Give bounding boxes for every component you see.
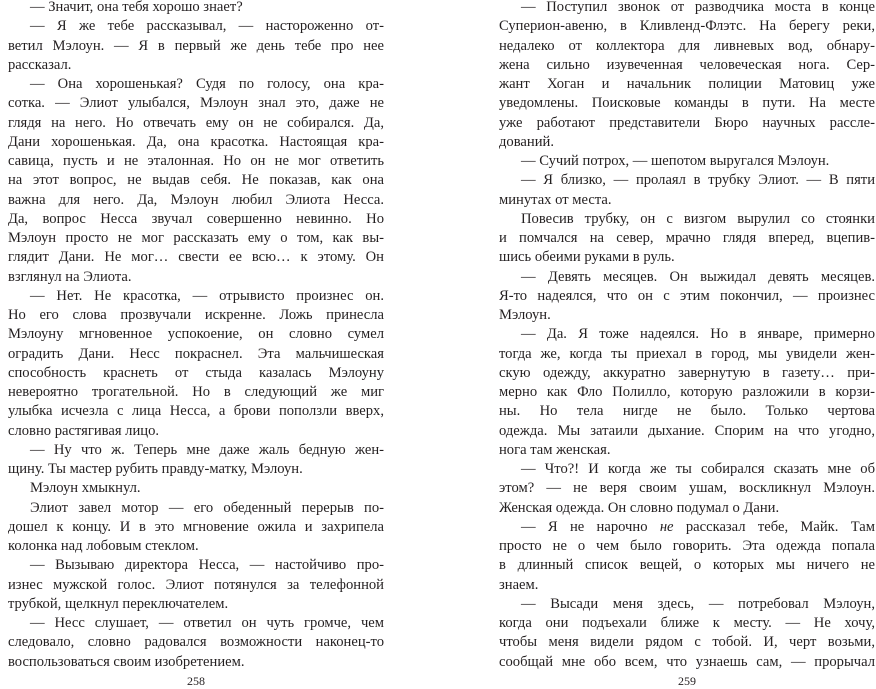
text-line: Мэлоуну мгновенное успокоение, он словно сумел — [8, 326, 384, 343]
text-line: недалеко от коллектора для ливневых вод, обнару- — [499, 37, 875, 54]
text-line: просто не о чем было говорить. Эта одежда попала — [499, 538, 875, 554]
text-line: важна для него. Да, Мэлоун любил Элиота Несса. — [8, 191, 384, 208]
text-line: скую одежду, аккуратно завернутую в газету… при- — [499, 364, 875, 381]
text-line: когда они подъехали ближе к месту. — Не хочу, — [499, 615, 875, 631]
text-line: — Она хорошенькая? Судя по голосу, она кра- — [30, 76, 384, 92]
text-line: Дани хорошенькая. Да, она красотка. Настоящая кра- — [8, 133, 384, 150]
text-line: знаем. — [499, 576, 539, 593]
text-line: — Я близко, — пролаял в трубку Элиот. — В пяти — [521, 172, 875, 189]
text-line: сотка. — Элиот улыбался, Мэлоун знал это, даже не — [8, 95, 384, 112]
text-line: тогда же, когда ты приехал в город, мы увидели жен- — [499, 345, 875, 362]
text-line: Элиот завел мотор — его обеденный перерыв по- — [30, 499, 384, 516]
text-line: одежда. Мы затаили дыхание. Спорим на что угодно, — [499, 422, 875, 439]
text-line: мерно как Фло Полилло, которую разложили в корзи- — [499, 384, 875, 400]
right-page-number: 259 — [678, 674, 696, 688]
text-line: — Я же тебе рассказывал, — настороженно от- — [30, 18, 384, 35]
text-line: — Да. Я тоже надеялся. Но в январе, примерно — [521, 326, 875, 343]
text-line: Женская одежда. Он словно подумал о Дани. — [499, 499, 780, 516]
left-page-text — [8, 0, 384, 672]
text-line: оградить Дани. Несс покраснел. Эта мальчишеская — [8, 345, 384, 362]
text-line: — Значит, она тебя хорошо знает? — [30, 0, 243, 15]
text-line: ны. Но тела нигде не было. Только чертова — [499, 403, 875, 420]
text-line: Суперион-авеню, в Кливленд-Флэтс. На берегу реки, — [499, 18, 875, 35]
text-line: — Что?! И когда же ты собирался сказать мне об — [521, 461, 875, 477]
text-line: словно растягивая лицо. — [8, 422, 160, 439]
text-line: Мэлоун. — [499, 307, 551, 323]
text-line: ветил Мэлоун. — Я в первый же день тебе про нее — [8, 37, 384, 54]
text-line: — Нет. Не красотка, — отрывисто произнес он. — [30, 287, 384, 304]
text-line: в длинный список вещей, о которых мы ничего не — [499, 557, 875, 574]
text-line: дований. — [499, 133, 554, 150]
text-line: щину. Ты мастер рубить правду-матку, Мэлоун. — [8, 461, 303, 477]
text-line: способность краснеть от стыда казалась Мэлоуну — [8, 364, 384, 381]
text-line: Но его слова прозвучали искренне. Ложь принесла — [8, 307, 384, 323]
text-line: Повесив трубку, он с визгом вырулил со стоянки — [521, 210, 875, 227]
text-line: нога там женская. — [499, 441, 611, 458]
right-page-text — [499, 0, 875, 672]
text-line: — Вызываю директора Несса, — настойчиво про- — [30, 557, 384, 574]
text-line: и помчался на север, мрачно глядя вперед, вцепив- — [499, 230, 875, 246]
text-line: воспользоваться своим изобретением. — [8, 653, 245, 670]
text-line: трубкой, щелкнул переключателем. — [8, 595, 229, 612]
text-line: этом? — не веря своим ушам, воскликнул Мэлоун. — [499, 480, 875, 497]
text-line: савица, пусть и не эталонная. Но он не мог ответить — [8, 153, 384, 169]
text-line: чтобы меня видели рядом с тобой. И, черт возьми, — [499, 634, 875, 651]
text-line: невероятно трогательной. Но в следующий же миг — [8, 384, 384, 400]
text-line: улыбка исчезла с лица Несса, а брови поползли вверх, — [8, 403, 384, 420]
text-line: следовало, словно радовался возможности наконец-то — [8, 634, 384, 651]
text-line: Да, вопрос Несса звучал совершенно невинно. Но — [8, 210, 384, 227]
text-line: Мэлоун хмыкнул. — [30, 480, 141, 497]
text-line: — Поступил звонок от разводчика моста в конце — [521, 0, 875, 15]
text-line: дошел к концу. И в это мгновение ожила и захрипела — [8, 518, 384, 535]
text-line: глядя на него. Но отвечать ему он не собирался. Да, — [8, 114, 384, 131]
text-line: колонка над лобовым стеклом. — [8, 538, 199, 554]
text-line: рассказал. — [8, 56, 72, 73]
text-line: — Девять месяцев. Он выжидал девять месяцев. — [521, 268, 875, 285]
text-line: — Сучий потрох, — шепотом выругался Мэлоун. — [521, 153, 830, 169]
text-line: на этот вопрос, не выдав себя. Не показав, как она — [8, 172, 384, 189]
text-line: — Ну что ж. Теперь мне даже жаль бедную жен- — [30, 441, 384, 458]
left-page-number: 258 — [187, 674, 205, 688]
text-line: жант Хоган и начальник полиции Матовиц уже — [499, 76, 875, 92]
text-line: изнес мужской голос. Элиот потянулся за телефонной — [8, 576, 384, 593]
text-line: шись обеими руками в руль. — [499, 249, 675, 266]
text-line: жена сильно изувеченная человеческая нога. Сер- — [499, 56, 875, 73]
text-line: уведомлены. Поисковые команды в пути. На месте — [499, 95, 875, 112]
text-line: уже работают представители Бюро научных рассле- — [499, 114, 875, 131]
text-line: минутах от места. — [499, 191, 612, 208]
text-line: Мэлоун просто не мог рассказать ему о том, как вы- — [8, 230, 384, 246]
text-line: сообщай мне обо всем, что узнаешь сам, — прорычал — [499, 653, 875, 670]
text-line: Я-то надеялся, что он с этим покончил, — произнес — [499, 287, 875, 304]
text-line: — Я не нарочно не рассказал тебе, Майк. Там — [521, 518, 875, 535]
emphasis: не — [659, 518, 674, 535]
text-line: — Высади меня здесь, — потребовал Мэлоун, — [521, 595, 875, 612]
text-line: глядит Дани. Не мог… свести ее всю… к этому. Он — [8, 249, 384, 266]
text-line: — Несс слушает, — ответил он чуть громче, чем — [30, 615, 384, 631]
text-line: взглянул на Элиота. — [8, 268, 132, 285]
